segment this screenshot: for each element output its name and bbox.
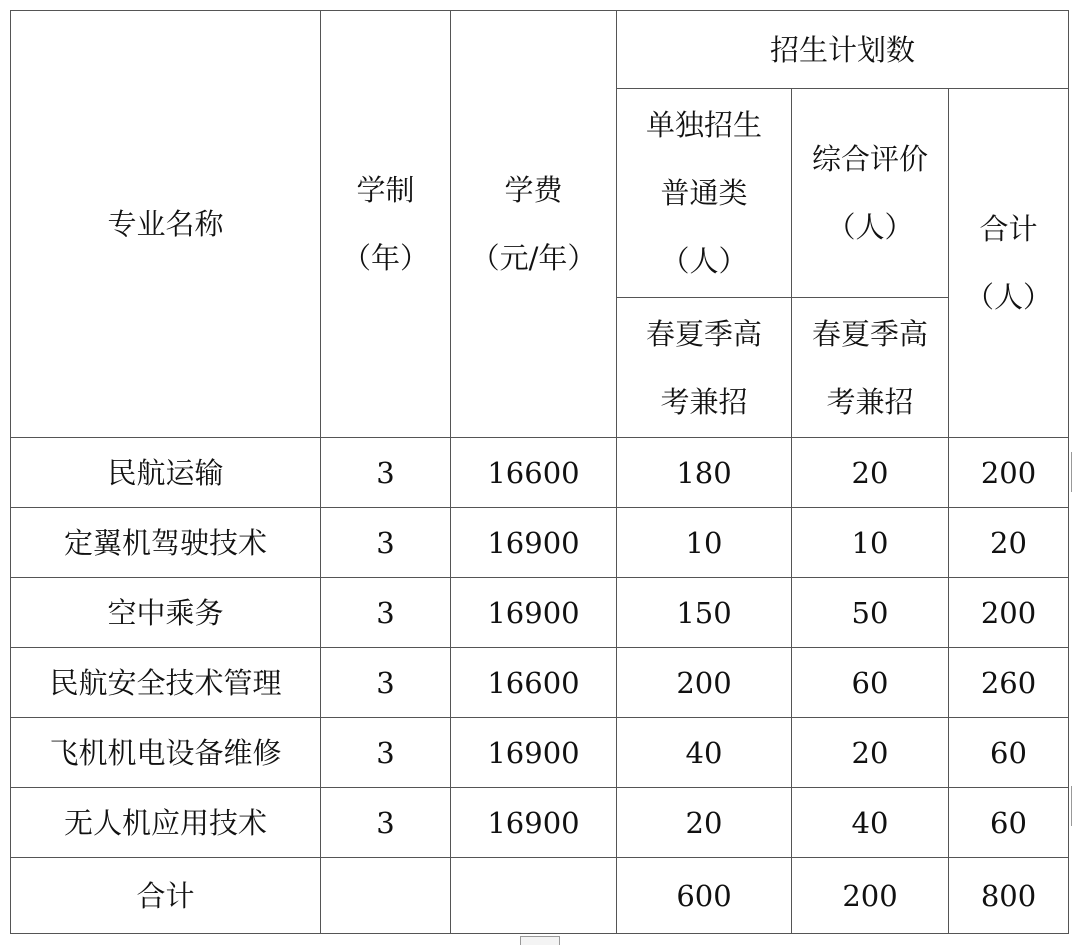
table-edge-marker <box>1071 452 1080 492</box>
table-row <box>11 788 1069 858</box>
header-duration: 学制 （年） <box>321 11 451 438</box>
cell-major: 民航安全技术管理 <box>11 648 321 718</box>
cell-total: 200 <box>949 438 1069 508</box>
cell-years: 3 <box>321 578 451 648</box>
cell-single: 20 <box>617 788 792 858</box>
cell-single: 200 <box>617 648 792 718</box>
cell-major: 飞机机电设备维修 <box>11 718 321 788</box>
cell-comprehensive: 20 <box>792 718 949 788</box>
cell-single: 10 <box>617 508 792 578</box>
cell-major: 定翼机驾驶技术 <box>11 508 321 578</box>
cell-total: 60 <box>949 718 1069 788</box>
cell-total: 260 <box>949 648 1069 718</box>
summary-row <box>11 858 1069 934</box>
table-row <box>11 648 1069 718</box>
cell-fee: 16900 <box>451 718 617 788</box>
header-single-sub: 春夏季高 考兼招 <box>617 298 792 438</box>
table-row <box>11 578 1069 648</box>
table-row <box>11 438 1069 508</box>
table-resize-handle[interactable] <box>520 936 560 945</box>
cell-single: 40 <box>617 718 792 788</box>
summary-fee <box>451 858 617 934</box>
cell-major: 空中乘务 <box>11 578 321 648</box>
cell-years: 3 <box>321 718 451 788</box>
cell-comprehensive: 50 <box>792 578 949 648</box>
cell-fee: 16900 <box>451 508 617 578</box>
cell-years: 3 <box>321 788 451 858</box>
cell-single: 150 <box>617 578 792 648</box>
cell-comprehensive: 40 <box>792 788 949 858</box>
cell-fee: 16900 <box>451 578 617 648</box>
summary-years <box>321 858 451 934</box>
cell-major: 民航运输 <box>11 438 321 508</box>
header-tuition: 学费 （元/年） <box>451 11 617 438</box>
cell-comprehensive: 60 <box>792 648 949 718</box>
summary-single: 600 <box>617 858 792 934</box>
header-single: 单独招生 普通类 （人） <box>617 89 792 298</box>
header-comprehensive-sub: 春夏季高 考兼招 <box>792 298 949 438</box>
enrollment-plan-table <box>10 10 1069 934</box>
cell-major: 无人机应用技术 <box>11 788 321 858</box>
table-row <box>11 718 1069 788</box>
cell-single: 180 <box>617 438 792 508</box>
cell-comprehensive: 20 <box>792 438 949 508</box>
table-edge-marker <box>1071 786 1080 826</box>
cell-years: 3 <box>321 648 451 718</box>
cell-fee: 16900 <box>451 788 617 858</box>
cell-total: 20 <box>949 508 1069 578</box>
cell-years: 3 <box>321 508 451 578</box>
summary-total: 800 <box>949 858 1069 934</box>
table-row <box>11 508 1069 578</box>
cell-fee: 16600 <box>451 438 617 508</box>
header-major: 专业名称 <box>11 11 321 438</box>
cell-comprehensive: 10 <box>792 508 949 578</box>
cell-total: 200 <box>949 578 1069 648</box>
summary-comprehensive: 200 <box>792 858 949 934</box>
summary-label: 合计 <box>11 858 321 934</box>
cell-total: 60 <box>949 788 1069 858</box>
header-comprehensive: 综合评价 （人） <box>792 89 949 298</box>
cell-years: 3 <box>321 438 451 508</box>
header-total: 合计 （人） <box>949 89 1069 438</box>
cell-fee: 16600 <box>451 648 617 718</box>
header-plan-group: 招生计划数 <box>617 11 1069 89</box>
